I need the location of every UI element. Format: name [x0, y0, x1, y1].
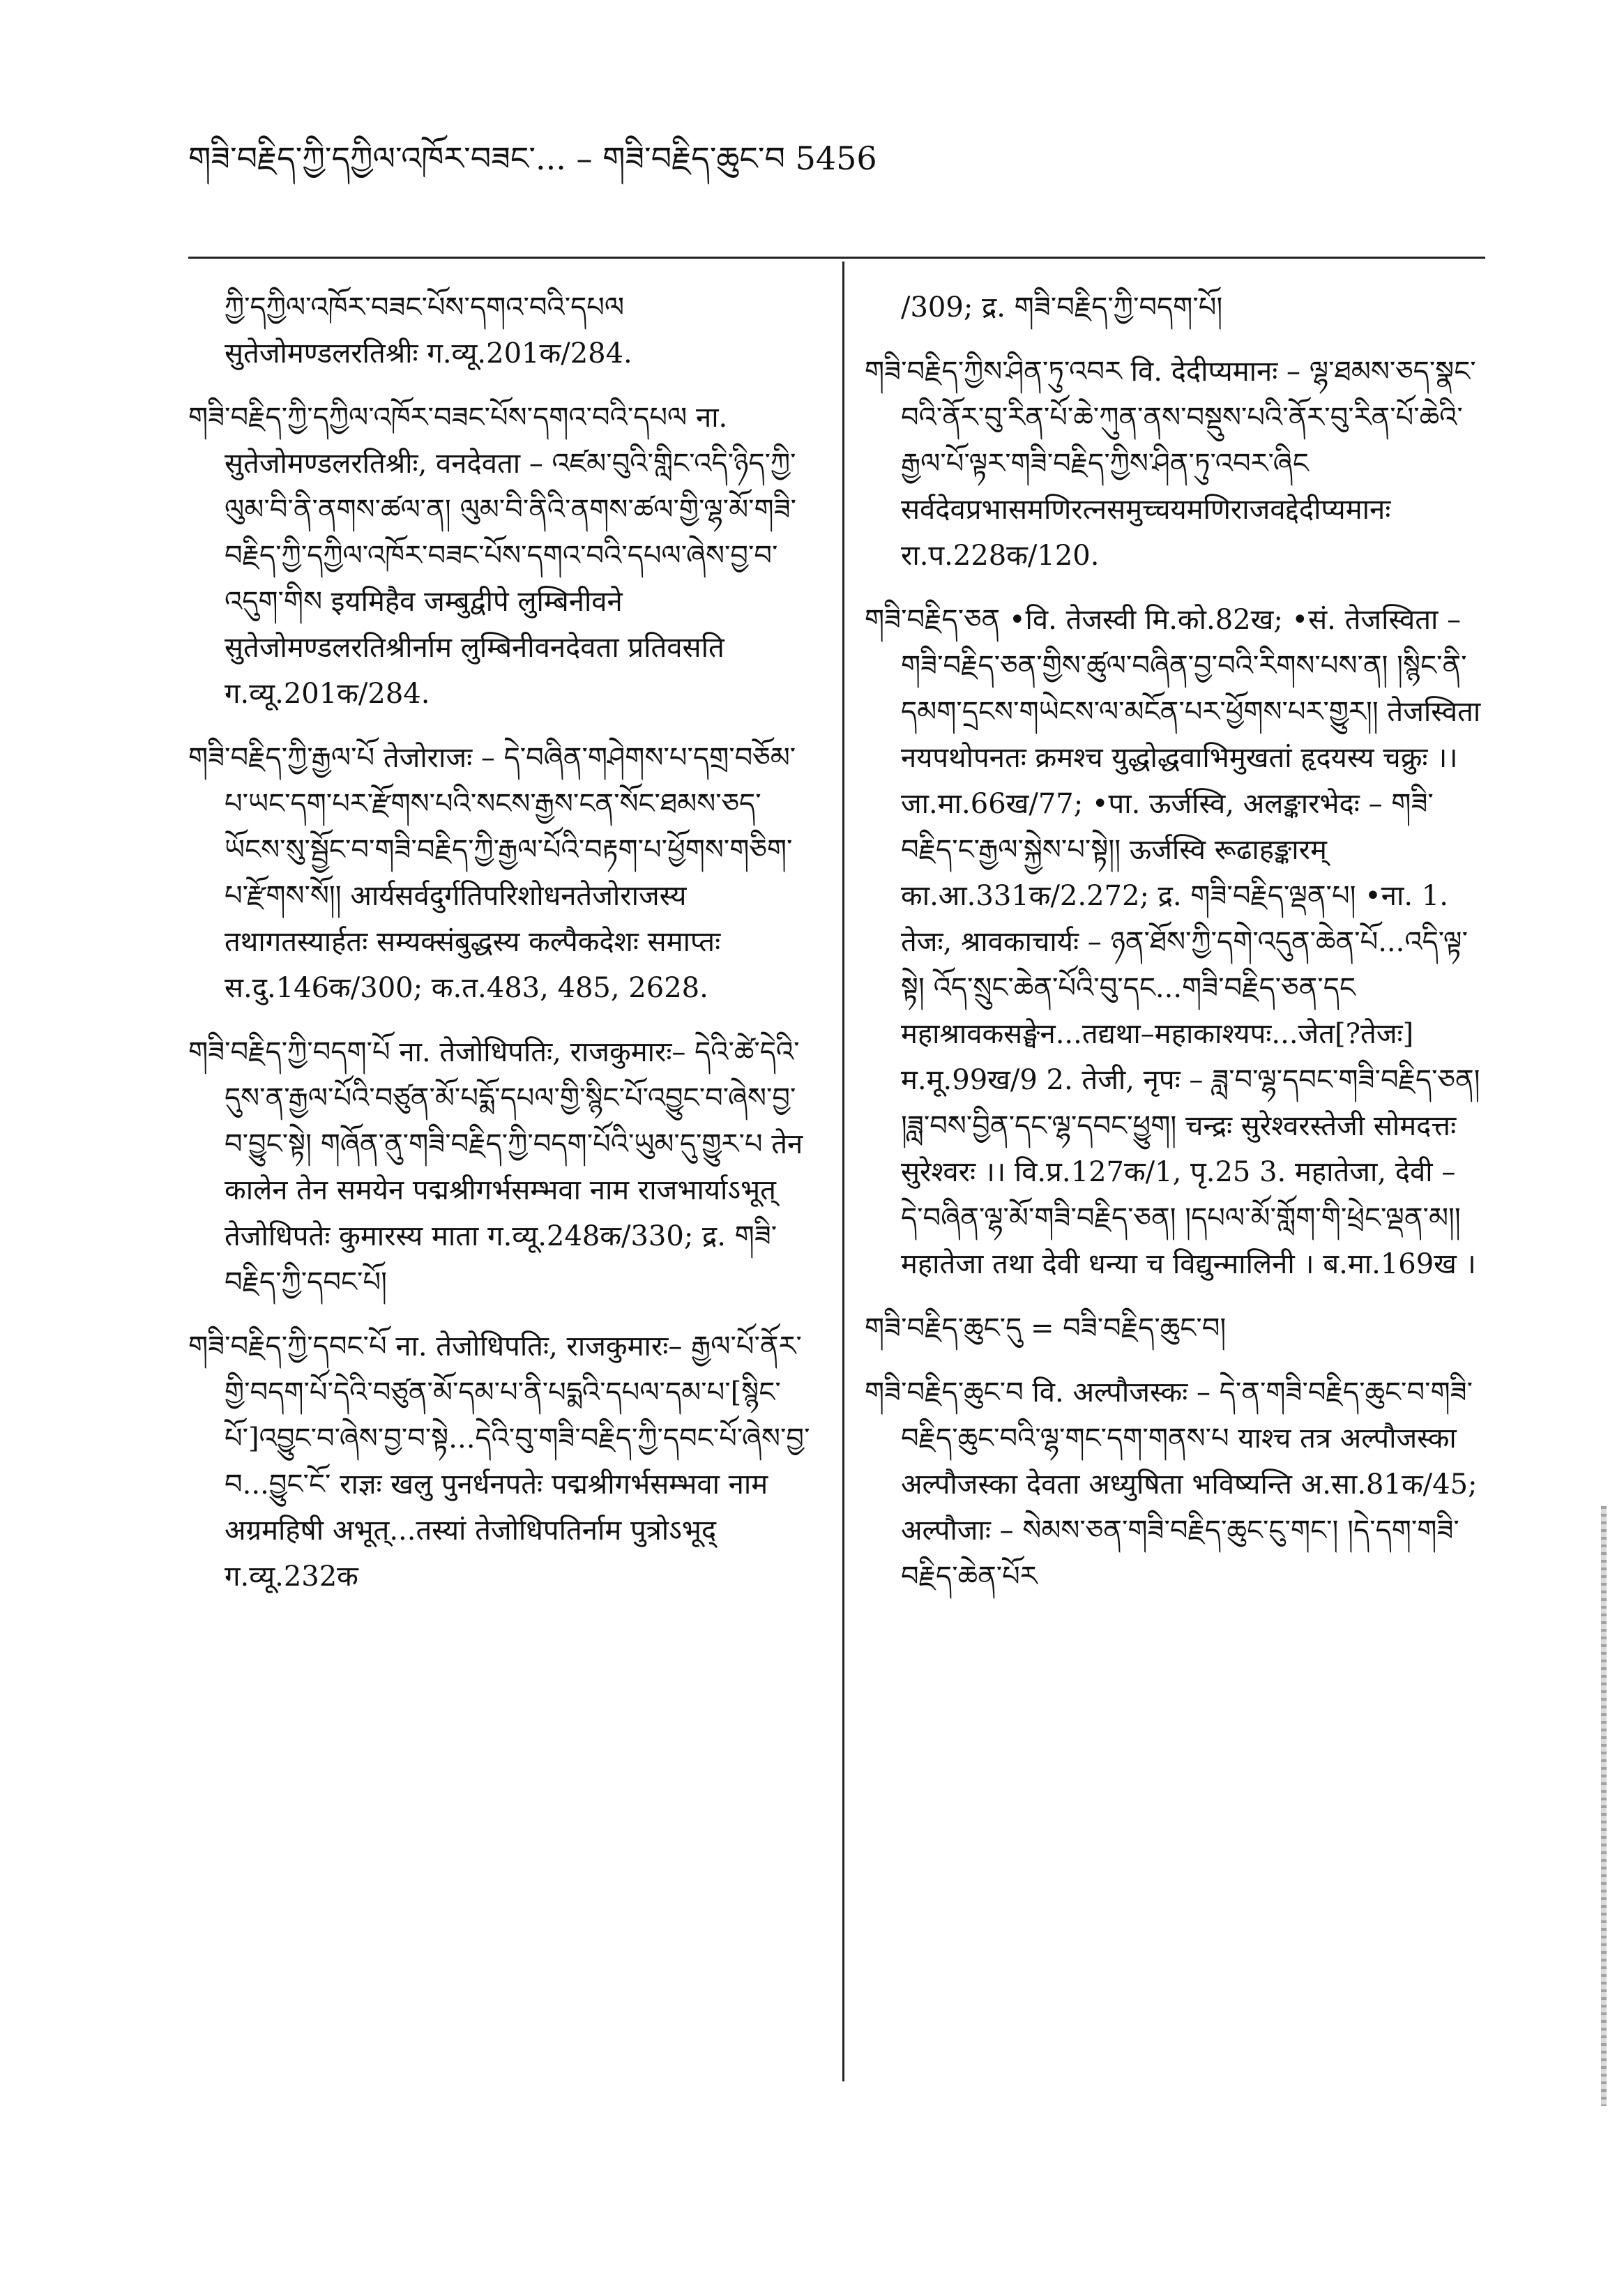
dictionary-entry: /309; द्र. གཟི་བརྗིད་ཀྱི་བདག་པོ། — [901, 291, 1223, 324]
dictionary-entry: གཟི་བརྗིད་ཆུང་བ वि. अल्पौजस्कः – དེ་ན་གཟི་བརྗིད་ཆུང་བ་གཟི་བརྗིད་ཆུང་བའི་ལྷ་གང་དག་གནས་པ याश्च तत्र अल्पौजस्का अल्पौजस्का देवता अध्युषिता भविष्यन्ति अ.सा.81क/45; अल्पौजाः – སེམས་ཅན་གཟི་བརྗིད་ཆུང་ངུ་གང་། །དེ་དག་གཟི་བརྗིད་ཆེན་པོར — [865, 1376, 1478, 1593]
dictionary-entry: ཀྱི་དཀྱིལ་འཁོར་བཟང་པོས་དགའ་བའི་དཔལ सुतेजोमण्डलरतिश्रीः ग.व्यू.201क/284. — [225, 291, 632, 370]
column-divider — [842, 261, 844, 2081]
dictionary-entry: གཟི་བརྗིད་ཀྱི་རྒྱལ་པོ तेजोराजः – དེ་བཞིན་གཤེགས་པ་དགྲ་བཅོམ་པ་ཡང་དག་པར་རྫོགས་པའི་སངས་རྒྱས་ངན་སོང་ཐམས་ཅད་ཡོངས་སུ་སྦྱོང་བ་གཟི་བརྗིད་ཀྱི་རྒྱལ་པོའི་བརྟག་པ་ཕྱོགས་གཅིག་པ་རྫོགས་སོ།། आर्यसर्वदुर्गतिपरिशोधनतेजोराजस्य तथागतस्यार्हतः सम्यक्संबुद्धस्य कल्पैकदेशः समाप्तः स.दु.146क/300; क.त.483, 485, 2628. — [188, 742, 796, 1004]
page-header: གཟི་བརྗིད་ཀྱི་དཀྱིལ་འཁོར་བཟང་... – གཟི་བརྗིད་ཆུང་བ 5456 — [188, 139, 877, 177]
dictionary-entry: གཟི་བརྗིད་ཀྱི་བདག་པོ ना. तेजोधिपतिः, राजकुमारः– དེའི་ཚེ་དེའི་དུས་ན་རྒྱལ་པོའི་བཙུན་མོ་པདྨོ་དཔལ་གྱི་སྙིང་པོ་འབྱུང་བ་ཞེས་བྱ་བ་བྱུང་སྟེ། གཞོན་ནུ་གཟི་བརྗིད་ཀྱི་བདག་པོའི་ཡུམ་དུ་གྱུར་པ तेन कालेन तेन समयेन पद्मश्रीगर्भसम्भवा नाम राजभार्याऽभूत् तेजोधिपतेः कुमारस्य माता ग.व्यू.248क/330; द्र. གཟི་བརྗིད་ཀྱི་དབང་པོ། — [188, 1036, 803, 1298]
left-column — [188, 284, 816, 1618]
header-rule — [188, 257, 1485, 259]
right-column — [865, 284, 1485, 1618]
dictionary-entry: གཟི་བརྗིད་ཅན •वि. तेजस्वी मि.को.82ख; •सं. तेजस्विता – གཟི་བརྗིད་ཅན་གྱིས་ཚུལ་བཞིན་བྱ་བའི་རིགས་པས་ན། །སྙིང་ནི་དམག་དྲངས་གཡེངས་ལ་མངོན་པར་ཕྱོགས་པར་གྱུར།། तेजस्विता नयपथोपनतः क्रमश्च युद्धोद्धवाभिमुखतां हृदयस्य चक्रुः ।। जा.मा.66ख/77; •पा. ऊर्जस्वि, अलङ्कारभेदः – གཟི་བརྗིད་ང་རྒྱལ་སྐྱེས་པ་སྟེ།། ऊर्जस्वि रूढाहङ्कारम् का.आ.331क/2.272; द्र. གཟི་བརྗིད་ལྡན་པ། •ना. 1. तेजः, श्रावकाचार्यः – ཉན་ཐོས་ཀྱི་དགེ་འདུན་ཆེན་པོ...འདི་ལྟ་སྟེ། འོད་སྲུང་ཆེན་པོའི་བུ་དང...གཟི་བརྗིད་ཅན་དང महाश्रावकसङ्घेन...तद्यथा–महाकाश्यपः...जेत[?तेजः] म.मू.99ख/9 2. तेजी, नृपः – ཟླ་བ་ལྷ་དབང་གཟི་བརྗིད་ཅན། །ཟླ་བས་བྱིན་དང་ལྷ་དབང་ཕྱུག། चन्द्रः सुरेश्वरस्तेजी सोमदत्तः सुरेश्वरः ।। वि.प्र.127क/1, पृ.25 3. महातेजा, देवी – དེ་བཞིན་ལྷ་མོ་གཟི་བརྗིད་ཅན། །དཔལ་མོ་གློག་གི་ཕྲེང་ལྡན་མ།། महातेजा तथा देवी धन्या च विद्युन्मालिनी । ब.मा.169ख । — [865, 604, 1481, 1280]
dictionary-entry: གཟི་བརྗིད་ཀྱི་དཀྱིལ་འཁོར་བཟང་པོས་དགའ་བའི་དཔལ ना. सुतेजोमण्डलरतिश्रीः, वनदेवता – འཛམ་བུའི་གླིང་འདི་ཉིད་ཀྱི་ལུམ་བི་ནི་ནགས་ཚལ་ན། ལུམ་བི་ནིའི་ནགས་ཚལ་གྱི་ལྷ་མོ་གཟི་བརྗིད་ཀྱི་དཀྱིལ་འཁོར་བཟང་པོས་དགའ་བའི་དཔལ་ཞེས་བྱ་བ་འདུག་གིས इयमिहैव जम्बुद्वीपे लुम्बिनीवने सुतेजोमण्डलरतिश्रीर्नाम लुम्बिनीवनदेवता प्रतिवसति ग.व्यू.201क/284. — [188, 402, 797, 710]
dictionary-entry: གཟི་བརྗིད་ཀྱི་དབང་པོ ना. तेजोधिपतिः, राजकुमारः– རྒྱལ་པོ་ནོར་གྱི་བདག་པོ་དེའི་བཙུན་མོ་དམ་པ་ནི་པདྨའི་དཔལ་དམ་པ་[སྙིང་པོ་]འབྱུང་བ་ཞེས་བྱ་བ་སྟེ...དེའི་བུ་གཟི་བརྗིད་ཀྱི་དབང་པོ་ཞེས་བྱ་བ...བྱུང་ངོ་ राज्ञः खलु पुनर्धनपतेः पद्मश्रीगर्भसम्भवा नाम अग्रमहिषी अभूत्...तस्यां तेजोधिपतिर्नाम पुत्रोऽभूद् ग.व्यू.232क — [188, 1330, 810, 1593]
dictionary-entry: གཟི་བརྗིད་ཆུང་དུ = བཟི་བརྗིད་ཆུང་བ། — [865, 1312, 1227, 1344]
dictionary-entry: གཟི་བརྗིད་ཀྱིས་ཤིན་ཏུ་འབར वि. देदीप्यमानः – ལྷ་ཐམས་ཅད་སྣང་བའི་ནོར་བུ་རིན་པོ་ཆེ་ཀུན་ནས་བསྡུས་པའི་ནོར་བུ་རིན་པོ་ཆེའི་རྒྱལ་པོ་ལྟར་གཟི་བརྗིད་ཀྱིས་ཤིན་ཏུ་འབར་ཞིང सर्वदेवप्रभासमणिरत्नसमुच्चयमणिराजवद्देदीप्यमानः रा.प.228क/120. — [865, 356, 1476, 572]
scan-edge-shadow — [1601, 1506, 1607, 2106]
